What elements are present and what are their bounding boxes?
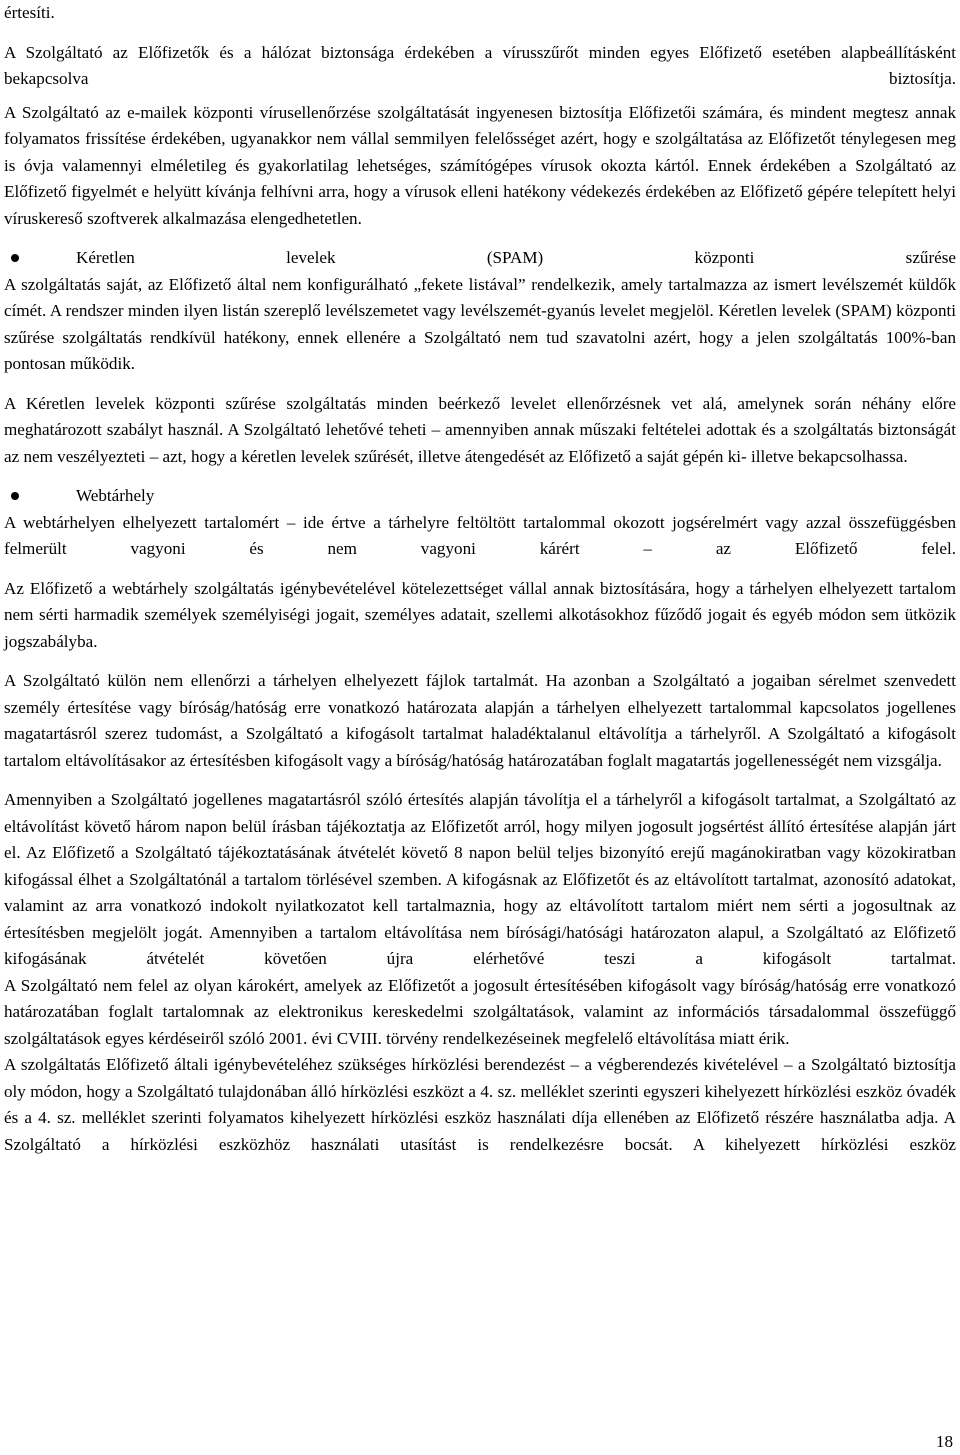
- bullet-icon: [11, 254, 19, 262]
- page-number: 18: [935, 1432, 953, 1451]
- paragraph-virus-central: A Szolgáltató az e-mailek központi vírusellenőrzése szolgáltatását ingyenesen biztosítja Előfizetői számára, és mindent megtesz annak folyamatos frissítése érdekében, ugyanakkor nem vállal semmilyen felelősséget azért, hogy e szolgáltatása az Előfizetőt ténylegesen meg is óvja valamennyi elméletileg és gyakorlatilag lehetséges, számítógépes vírusok okozta kártól. Ennek érdekében a Szolgáltató az Előfizető figyelmét e helyütt kívánja felhívni arra, hogy a vírusok elleni hatékony védekezés érdekében az Előfizető gépére telepített helyi víruskereső szoftverek alkalmazása elengedhetetlen.: [4, 102, 956, 228]
- document-page: [4, 0, 956, 1158]
- section-heading-webhosting-label: Webtárhely: [76, 486, 155, 505]
- paragraph-spam-rules: A Kéretlen levelek központi szűrése szolgáltatás minden beérkező levelet ellenőrzésnek vet alá, amelynek során néhány előre meghatározott szabályt használ. A Szolgáltató lehetővé teheti – amennyiben annak műszaki feltételei adottak és a szolgáltatás biztonságát az nem veszélyezteti – azt, hogy a kéretlen levelek szűrését, illetve átengedését az Előfizető a saját gépén ki- illetve bekapcsolhassa.: [4, 393, 956, 466]
- paragraph-webhosting-obligation: Az Előfizető a webtárhely szolgáltatás igénybevételével kötelezettséget vállal annak biztosítására, hogy a tárhelyen elhelyezett tartalom nem sérti harmadik személyek személyiségi jogait, személyes adatait, szellemi alkotásokhoz fűződő jogait és egyéb módon sem ütközik jogszabályba.: [4, 578, 956, 651]
- paragraph-webhosting-removal: A Szolgáltató külön nem ellenőrzi a tárhelyen elhelyezett fájlok tartalmát. Ha azonban a Szolgáltató a jogaiban sérelmet szenvedett személy értesítése vagy bíróság/hatóság erre vonatkozó határozata alapján a tárhelyen elhelyezett tartalommal kapcsolatos jogellenes magatartásról szerez tudomást, a Szolgáltató a kifogásolt tartalmat haladéktalanul eltávolítja a tárhelyről. A Szolgáltató a kifogásolt tartalom eltávolításakor az értesítésben kifogásolt vagy a bíróság/hatóság határozatában foglalt magatartás jogellenességét nem vizsgálja.: [4, 671, 956, 770]
- paragraph-webhosting-objection: Amennyiben a Szolgáltató jogellenes magatartásról szóló értesítés alapján távolítja el a tárhelyről a kifogásolt tartalmat, a Szolgáltató az eltávolítást követő három napon belül írásban tájékoztatja az Előfizetőt arról, hogy milyen jogosult jogsértést állító értesítése alapján járt el. Az Előfizető a Szolgáltató tájékoztatásának átvételét követő 8 napon belül teljes bizonyító erejű magánokiratban vagy közokiratban kifogással élhet a Szolgáltatónál a tartalom törlésével szemben. A kifogásnak az Előfizetőt és az eltávolított tartalmat, azonosító adatokat, valamint az arra vonatkozó indokolt nyilatkozatot kell tartalmaznia, hogy az eltávolított tartalom miért nem sérti a jogosultnak az értesítésben megjelölt jogát. Amennyiben a tartalom eltávolítása nem bírósági/hatósági határozaton alapul, a Szolgáltató az Előfizető kifogásának átvételét követően újra elérhetővé teszi a kifogásolt tartalmat.: [4, 790, 956, 968]
- bullet-icon: [11, 492, 19, 500]
- paragraph-webhosting-liability: A webtárhelyen elhelyezett tartalomért – ide értve a tárhelyre feltöltött tartalommal okozott jogsérelmért vagy azzal összefüggésben felmerült vagyoni és nem vagyoni kárért – az Előfizető felel.: [4, 512, 956, 558]
- section-heading-webhosting: [4, 483, 956, 510]
- paragraph-webhosting-damages: A Szolgáltató nem felel az olyan károkért, amelyek az Előfizetőt a jogosult értesítésében kifogásolt vagy bíróság/hatóság erre vonatkozó határozatában foglalt tartalomnak az elektronikus kereskedelmi szolgáltatások, valamint az információs társadalommal összefüggő szolgáltatások egyes kérdéseiről szóló 2001. évi CVIII. törvény rendelkezéseinek megfelelő eltávolítása miatt érik.: [4, 975, 956, 1048]
- section-heading-spam: [4, 245, 956, 272]
- paragraph-equipment: A szolgáltatás Előfizető általi igénybevételéhez szükséges hírközlési berendezést – a végberendezés kivételével – a Szolgáltató biztosítja oly módon, hogy a Szolgáltató tulajdonában álló hírközlési eszközt a 4. sz. melléklet szerinti egyszeri kihelyezett hírközlési eszköz óvadék és a 4. sz. melléklet szerinti folyamatos kihelyezett hírközlési eszköz használati díja ellenében az Előfizető részére használatba adja. A Szolgáltató a hírközlési eszközhöz használati utasítást is rendelkezésre bocsát. A kihelyezett hírközlési eszköz: [4, 1055, 956, 1154]
- section-heading-spam-label: Kéretlen levelek (SPAM) központi szűrése: [76, 248, 956, 267]
- paragraph-virus-default: A Szolgáltató az Előfizetők és a hálózat biztonsága érdekében a vírusszűrőt minden egyes Előfizető esetében alapbeállításként bekapcsolva biztosítja.: [4, 42, 956, 88]
- paragraph-fragment: értesíti.: [4, 3, 55, 22]
- paragraph-spam-blacklist: A szolgáltatás saját, az Előfizető által nem konfigurálható „fekete listával” rendelkezik, amely tartalmazza az ismert levélszemét küldők címét. A rendszer minden ilyen listán szereplő levélszemetet vagy levélszemét-gyanús levelet megjelöl. Kéretlen levelek (SPAM) központi szűrése szolgáltatás rendkívül hatékony, ennek ellenére a Szolgáltató nem tud szavatolni azért, hogy a jelen szolgáltatás 100%-ban pontosan működik.: [4, 274, 956, 373]
